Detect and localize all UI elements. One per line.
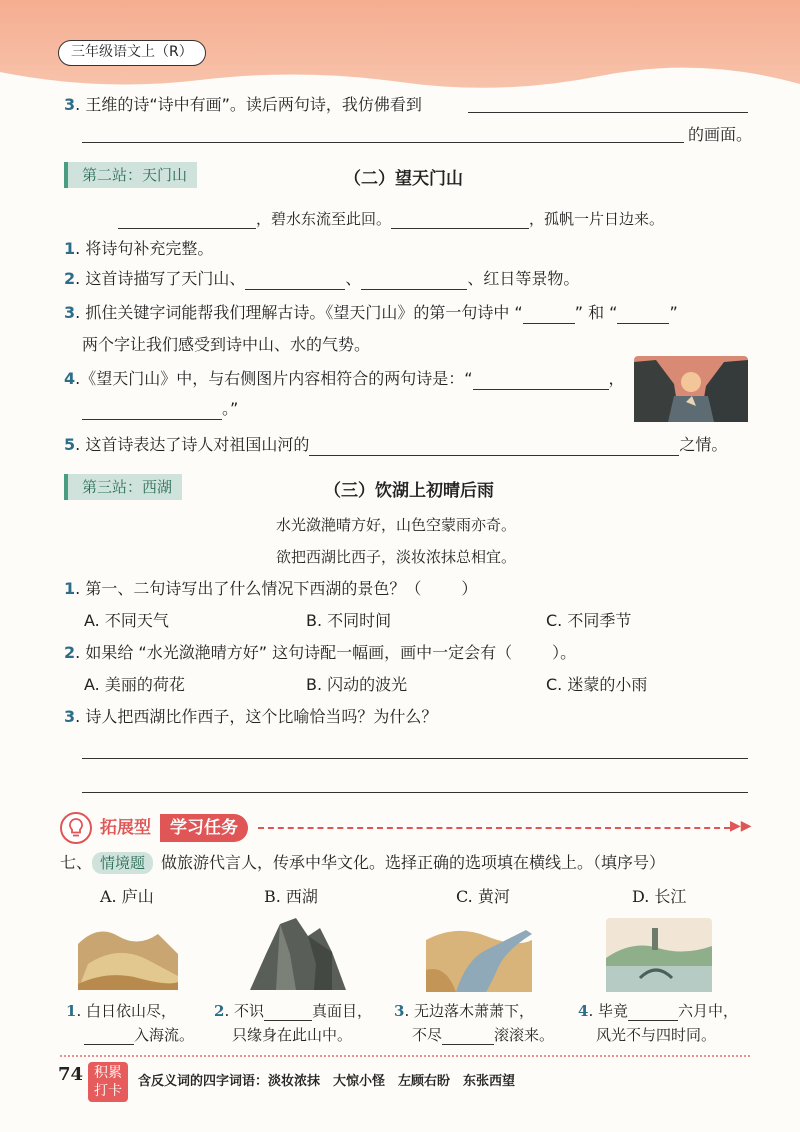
banner-divider — [258, 827, 730, 829]
section-title: （二）望天门山 — [344, 169, 463, 189]
s3-q1: 1. 第一、二句诗写出了什么情况下西湖的景色？（ ） — [64, 579, 478, 598]
lightbulb-icon — [60, 812, 92, 844]
verse-4-line2: 风光不与四时同。 — [596, 1026, 717, 1044]
question-text: 王维的诗“诗中有画”。读后两句诗，我仿佛看到 — [85, 95, 422, 114]
q7-tag: 情境题 — [92, 852, 153, 874]
s3-q2: 2. 如果给 “水光潋滟晴方好” 这句诗配一幅画，画中一定会有（ ）。 — [64, 643, 577, 662]
answer-line[interactable] — [468, 112, 748, 113]
blank-field[interactable] — [264, 1005, 312, 1021]
blank-field[interactable] — [617, 308, 669, 324]
option-c[interactable]: C. 不同季节 — [546, 611, 632, 630]
option-d[interactable]: D. 长江 — [632, 887, 687, 906]
poem-fill-line: ，碧水东流至此回。 ，孤帆一片日边来。 — [118, 208, 664, 229]
station-label: 第三站：西湖 — [64, 474, 182, 500]
tianmen-mountain-picture — [634, 356, 748, 422]
option-b[interactable]: B. 不同时间 — [306, 611, 392, 630]
blank-field[interactable] — [473, 374, 609, 390]
page-number: 74 — [58, 1064, 84, 1085]
verse-1: 1. 白日依山尽， — [66, 1002, 176, 1020]
section-title: （三）饮湖上初晴后雨 — [324, 481, 494, 501]
blank-field[interactable] — [628, 1005, 678, 1021]
verse-4: 4. 毕竟 六月中， — [578, 1002, 739, 1020]
answer-line[interactable] — [82, 758, 748, 759]
lushan-image — [78, 924, 178, 990]
blank-field[interactable] — [442, 1029, 494, 1045]
verse-2: 2. 不识 真面目， — [214, 1002, 373, 1020]
answer-line[interactable] — [82, 142, 684, 143]
s2-q3-line2: 两个字让我们感受到诗中山、水的气势。 — [82, 335, 371, 354]
mountain-image — [246, 914, 350, 990]
s2-q3: 3. 抓住关键字词能帮我们理解古诗。《望天门山》的第一句诗中 “ ” 和 “ ” — [64, 303, 678, 322]
s2-q2: 2. 这首诗描写了天门山、 、 、红日等景物。 — [64, 269, 580, 288]
blank-field[interactable] — [309, 440, 679, 456]
blank-field[interactable] — [361, 274, 467, 290]
footer-note: 含反义词的四字词语：淡妆浓抹 大惊小怪 左顾右盼 东张西望 — [138, 1074, 516, 1089]
verse-3: 3. 无边落木萧萧下， — [394, 1002, 534, 1020]
s2-q4: 4.《望天门山》中，与右侧图片内容相符合的两句诗是：“ ， — [64, 369, 625, 388]
blank-field[interactable] — [118, 213, 256, 229]
blank-field[interactable] — [523, 308, 575, 324]
s2-q1: 1. 将诗句补充完整。 — [64, 239, 214, 258]
blank-field[interactable] — [391, 213, 529, 229]
option-a[interactable]: A. 不同天气 — [84, 611, 169, 630]
verse-3-line2: 不尽 滚滚来。 — [412, 1026, 555, 1044]
blank-field[interactable] — [82, 404, 222, 420]
question-number: 3 — [64, 95, 76, 114]
s2-q5: 5. 这首诗表达了诗人对祖国山河的 之情。 — [64, 435, 728, 454]
option-c[interactable]: C. 黄河 — [456, 887, 510, 906]
option-a[interactable]: A. 庐山 — [100, 887, 154, 906]
s2-q4-line2: 。” — [82, 398, 238, 420]
option-a[interactable]: A. 美丽的荷花 — [84, 675, 185, 694]
blank-field[interactable] — [245, 274, 345, 290]
answer-line[interactable] — [82, 792, 748, 793]
accumulate-badge: 积累 打卡 — [88, 1062, 128, 1102]
poem-line: 水光潋滟晴方好，山色空蒙雨亦奇。 — [276, 516, 517, 534]
task-banner-label: 拓展型 — [100, 818, 151, 838]
verse-2-line2: 只缘身在此山中。 — [232, 1026, 353, 1044]
arrow-icon: ▶▶ — [730, 818, 752, 834]
s3-q3: 3. 诗人把西湖比作西子，这个比喻恰当吗？为什么？ — [64, 707, 438, 726]
poem-line: 欲把西湖比西子，淡妆浓抹总相宜。 — [276, 548, 517, 566]
west-lake-image — [606, 918, 712, 992]
blank-field[interactable] — [84, 1029, 134, 1045]
grade-label: 三年级语文上（R） — [58, 40, 206, 66]
option-b[interactable]: B. 西湖 — [264, 887, 318, 906]
q3-top-tail: 的画面。 — [688, 125, 753, 144]
q3-top: 3. 王维的诗“诗中有画”。读后两句诗，我仿佛看到 — [64, 95, 422, 114]
task-banner-title: 学习任务 — [160, 814, 248, 842]
option-c[interactable]: C. 迷蒙的小雨 — [546, 675, 648, 694]
option-b[interactable]: B. 闪动的波光 — [306, 675, 408, 694]
yellow-river-image — [426, 920, 532, 992]
verse-1-line2: 入海流。 — [84, 1024, 194, 1045]
q7: 七、 情境题 做旅游代言人，传承中华文化。选择正确的选项填在横线上。（填序号） — [60, 853, 666, 872]
footer-divider — [60, 1055, 750, 1057]
station-label: 第二站：天门山 — [64, 162, 197, 188]
